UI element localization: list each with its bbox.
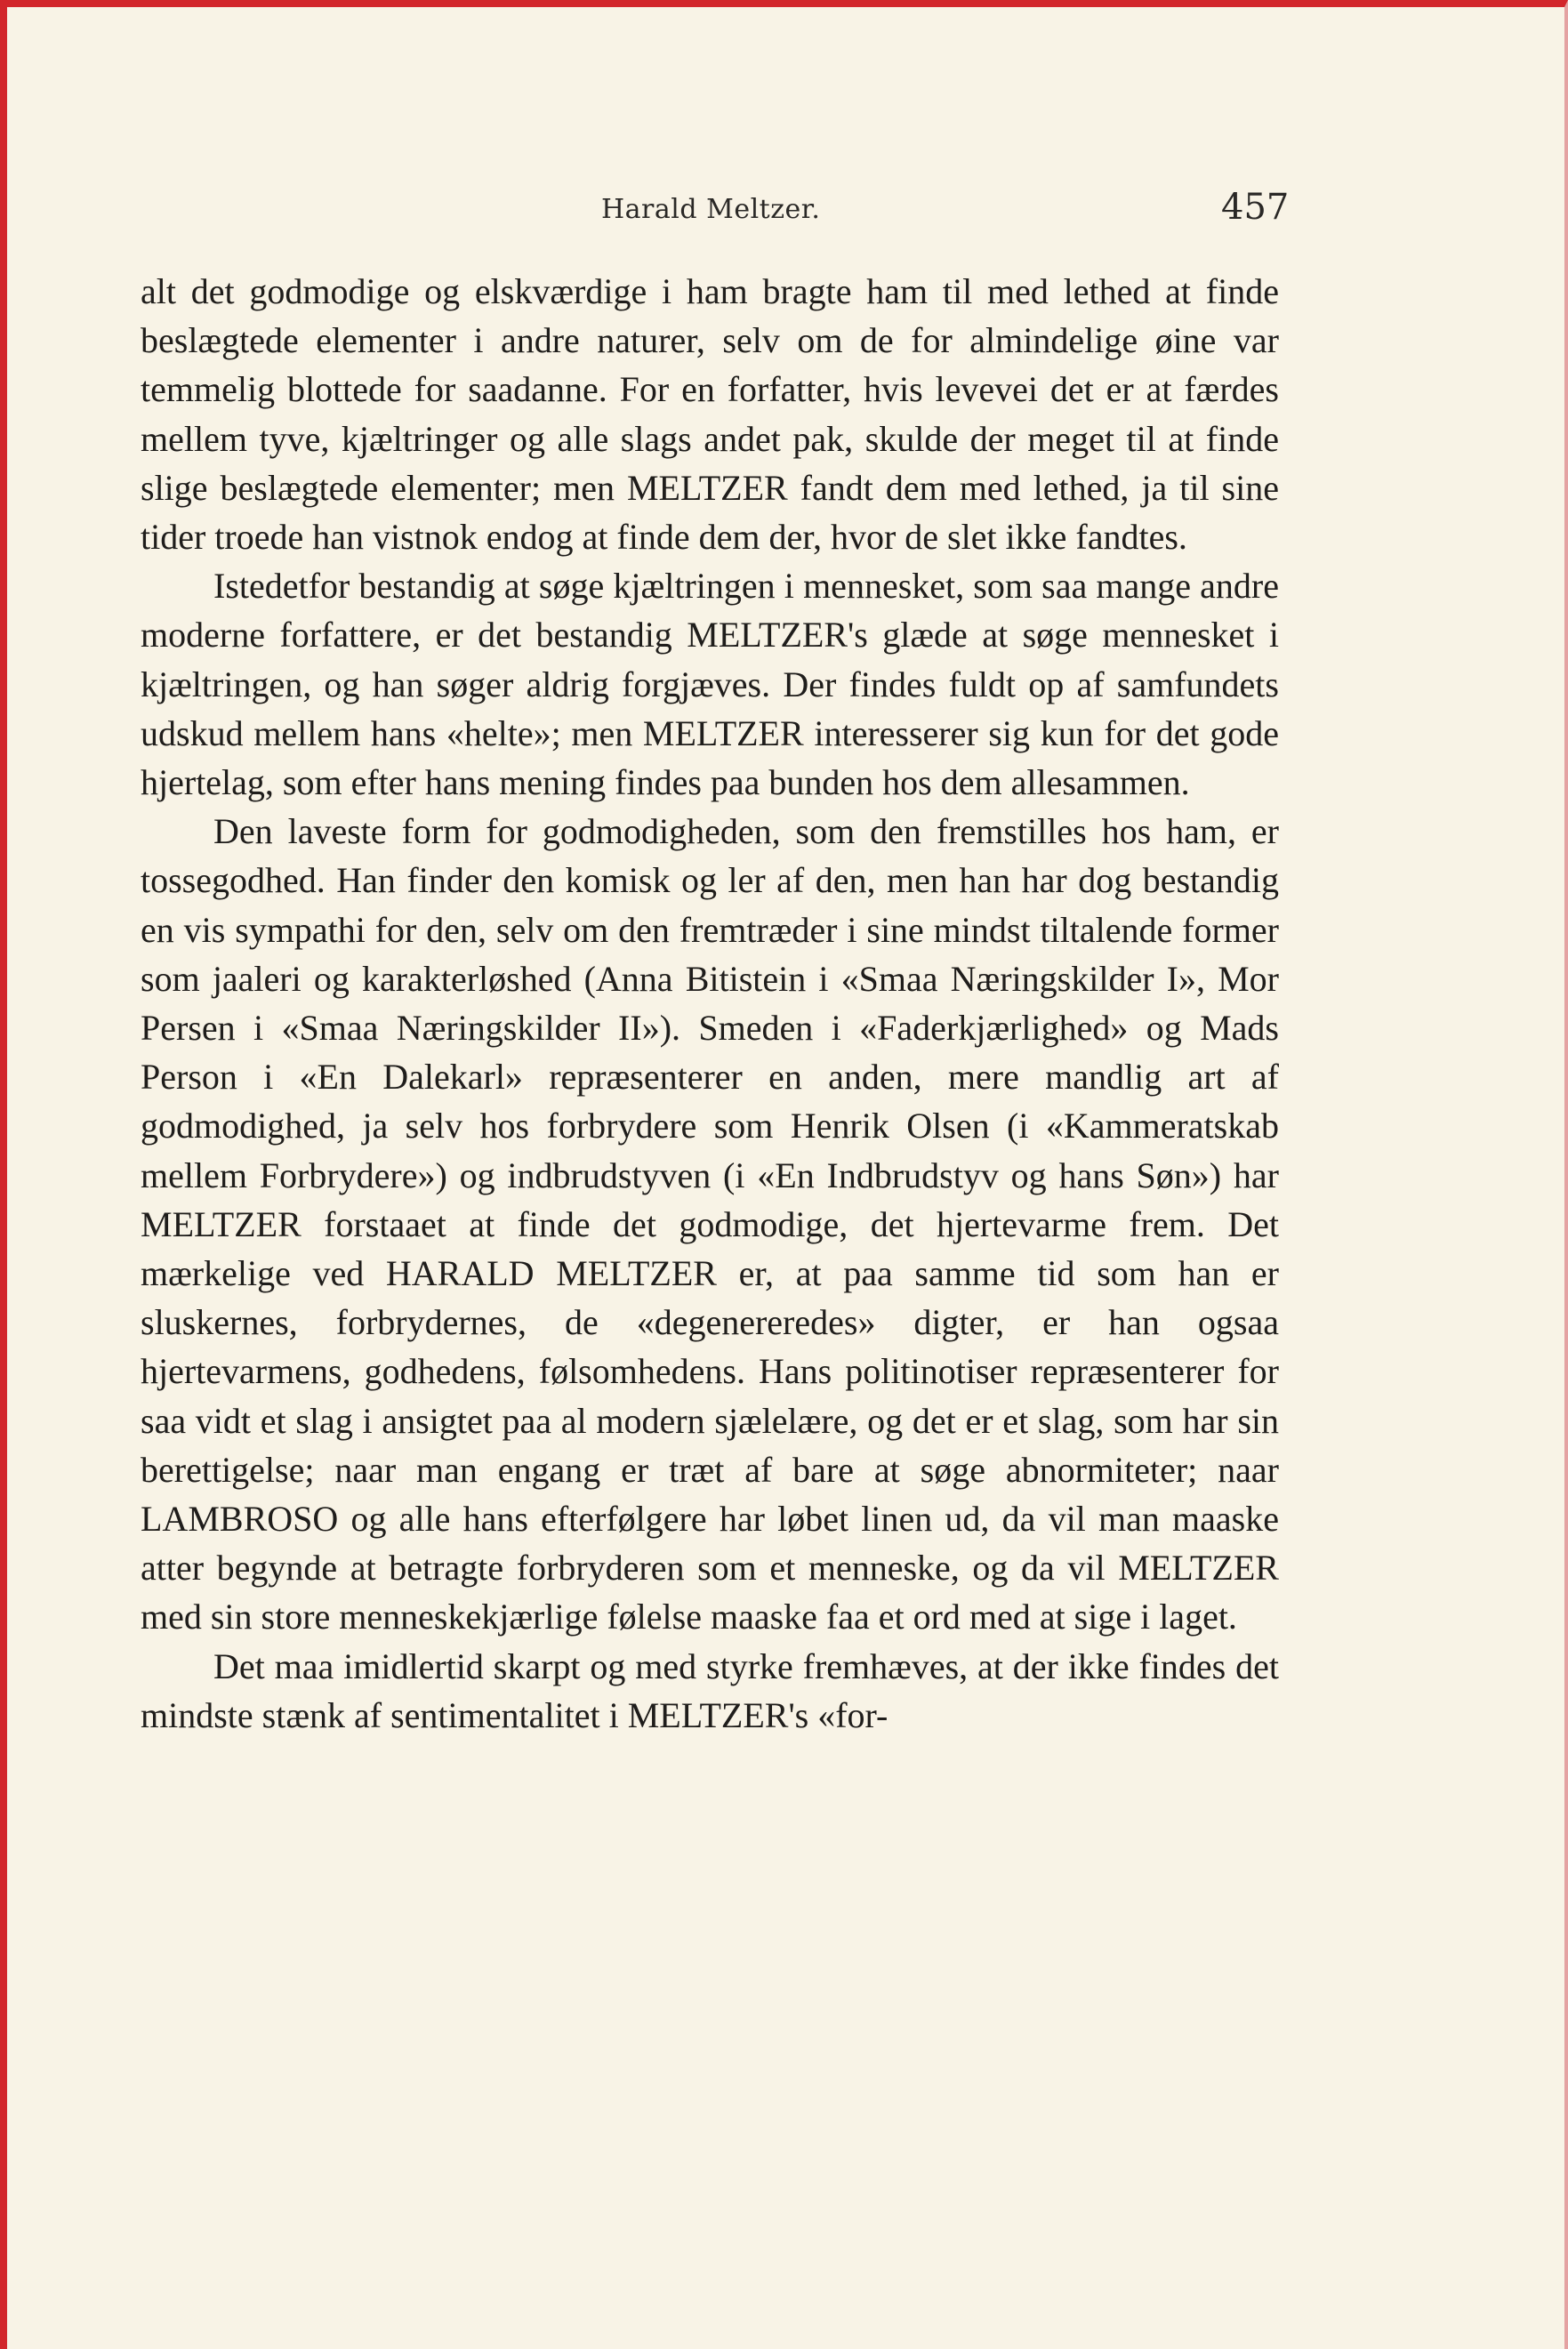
body-text	[141, 267, 1279, 1740]
page-header	[7, 187, 1564, 249]
paragraph: Istedetfor bestandig at søge kjæltringen i mennesket, som saa mange andre moderne forfattere, er det bestandig MELTZER's glæde at søge mennesket i kjæltringen, og han søger aldrig forgjæves. Der findes fuldt op af samfundets udskud mellem hans «helte»; men MELTZER interesserer sig kun for det gode hjertelag, som efter hans mening findes paa bunden hos dem allesammen.	[141, 566, 1279, 803]
paragraph: Det maa imidlertid skarpt og med styrke fremhæves, at der ikke findes det mindste stænk af sentimentalitet i MELTZER's «for-	[141, 1645, 1279, 1735]
running-title: Harald Meltzer.	[601, 194, 821, 225]
paragraph: alt det godmodige og elskværdige i ham bragte ham til med lethed at finde beslægtede elementer i andre naturer, selv om de for almindelige øine var temmelig blottede for saadanne. For en forfatter, hvis levevei det er at færdes mellem tyve, kjæltringer og alle slags andet pak, skulde der meget til at finde slige beslægtede elementer; men MELTZER fandt dem med lethed, ja til sine tider troede han vistnok endog at finde dem der, hvor de slet ikke fandtes.	[141, 271, 1279, 558]
page-number: 457	[1221, 187, 1290, 228]
paragraph: Den laveste form for godmodigheden, som den fremstilles hos ham, er tossegodhed. Han finder den komisk og ler af den, men han har dog bestandig en vis sympathi for den, selv om den fremtræder i sine mindst tiltalende former som jaaleri og karakterløshed (Anna Bitistein i «Smaa Næringskilder I», Mor Persen i «Smaa Næringskilder II»). Smeden i «Faderkjærlighed» og Mads Person i «En Dalekarl» repræsenterer en anden, mere mandlig art af godmodighed, ja selv hos forbrydere som Henrik Olsen (i «Kammeratskab mellem Forbrydere») og indbrudstyven (i «En Indbrudstyv og hans Søn») har MELTZER forstaaet at finde det godmodige, det hjertevarme frem. Det mærkelige ved HARALD MELTZER er, at paa samme tid som han er sluskernes, forbrydernes, de «degenereredes» digter, er han ogsaa hjertevarmens, godhedens, følsomhedens. Hans politinotiser repræsenterer for saa vidt et slag i ansigtet paa al modern sjælelære, og det er et slag, som har sin berettigelse; naar man engang er træt af bare at søge abnormiteter; naar LAMBROSO og alle hans efterfølgere har løbet linen ud, da vil man maaske atter begynde at betragte forbryderen som et menneske, og da vil MELTZER med sin store menneskekjærlige følelse maaske faa et ord med at sige i laget.	[141, 811, 1279, 1637]
